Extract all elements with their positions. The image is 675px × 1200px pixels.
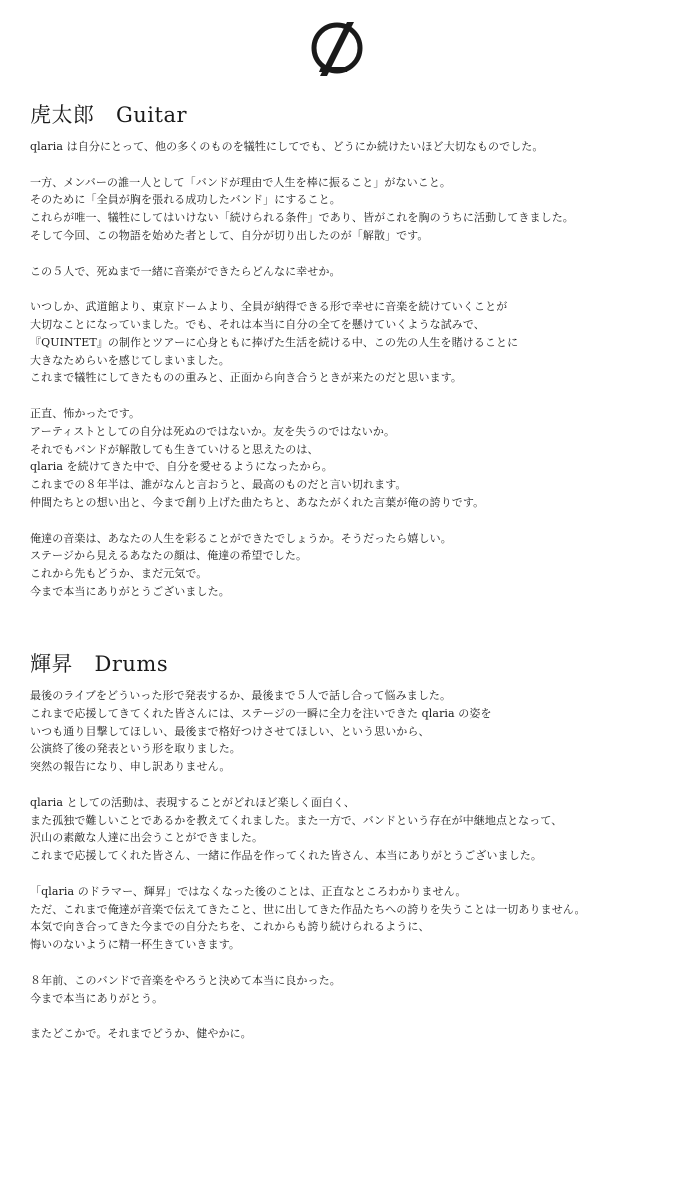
message-paragraph [30,883,660,954]
message-line: この５人で、死ぬまで一緒に音楽ができたらどんなに幸せか。 [30,264,341,278]
message-line: 正直、怖かったです。 [30,406,141,420]
message-paragraph [30,530,660,601]
drums-message-body [30,687,660,1043]
message-line: ８年前、このバンドで音楽をやろうと決めて本当に良かった。 [30,973,341,987]
message-paragraph [30,174,660,245]
message-line: これから先もどうか、まだ元気で。 [30,567,208,581]
message-line: また孤独で難しいことであるかを教えてくれました。また一方で、バンドという存在が中継地点となって、 [30,813,563,827]
message-line: いつしか、武道館より、東京ドームより、全員が納得できる形で幸せに音楽を続けていくことが [30,300,508,314]
message-line: qlaria としての活動は、表現することがどれほど楽しく面白く、 [30,795,356,809]
message-paragraph [30,138,660,156]
message-line: 公演終了後の発表という形を取りました。 [30,742,241,756]
message-line: qlaria を続けてきた中で、自分を愛せるようになったから。 [30,460,333,474]
message-line: これまでの８年半は、誰がなんと言おうと、最高のものだと言い切れます。 [30,478,407,492]
message-paragraph [30,263,660,281]
drums-message-section [30,651,660,1043]
message-line: 本気で向き合ってきた今までの自分たちを、これからも誇り続けられるように、 [30,920,430,934]
message-line: これらが唯一、犠牲にしてはいけない「続けられる条件」であり、皆がこれを胸のうちに活動してきました。 [30,211,574,225]
message-line: それでもバンドが解散しても生きていけると思えたのは、 [30,442,319,456]
message-line: これまで応援してきてくれた皆さんには、ステージの一瞬に全力を注いできた qlaria の姿を [30,706,492,720]
qlaria-logo-icon [309,20,365,78]
message-line: qlaria は自分にとって、他の多くのものを犠牲にしてでも、どうにか続けたいほど大切なものでした。 [30,140,544,153]
message-paragraph [30,1025,660,1043]
message-line: 仲間たちとの想い出と、今まで創り上げた曲たちと、あなたがくれた言葉が俺の誇りです。 [30,495,485,509]
message-line: 大切なことになっていました。でも、それは本当に自分の全てを懸けていくような試みで、 [30,317,485,331]
message-line: アーティストとしての自分は死ぬのではないか。友を失うのではないか。 [30,424,396,438]
message-line: 最後のライブをどういった形で発表するか、最後まで５人で話し合って悩みました。 [30,689,452,702]
message-line: ステージから見えるあなたの顔は、俺達の希望でした。 [30,549,308,563]
message-line: 『QUINTET』の制作とツアーに心身ともに捧げた生活を続ける中、この先の人生を賭けることに [30,335,519,349]
message-line: そして今回、この物語を始めた者として、自分が切り出したのが「解散」です。 [30,228,429,242]
message-line: 悔いのないように精一杯生きていきます。 [30,938,241,952]
message-line: いつも通り目撃してほしい、最後まで格好つけさせてほしい、という思いから、 [30,724,430,738]
guitar-message-section [30,102,660,601]
message-line: ただ、これまで俺達が音楽で伝えてきたこと、世に出してきた作品たちへの誇りを失うことは一切ありません。 [30,902,586,916]
message-line: またどこかで。それまでどうか、健やかに。 [30,1027,252,1041]
section-heading-guitar: 虎太郎 Guitar [30,103,188,127]
message-paragraph [30,794,660,865]
message-paragraph [30,687,660,776]
message-paragraph [30,405,660,512]
message-line: 俺達の音楽は、あなたの人生を彩ることができたでしょうか。そうだったら嬉しい。 [30,531,452,545]
section-heading-drums: 輝昇 Drums [30,652,169,676]
message-line: これまで犠牲にしてきたものの重みと、正面から向き合うときが来たのだと思います。 [30,371,463,385]
message-line: 一方、メンバーの誰一人として「バンドが理由で人生を棒に振ること」がないこと。 [30,175,452,189]
message-line: 突然の報告になり、申し訳ありません。 [30,760,231,774]
guitar-message-body [30,138,660,601]
message-line: 沢山の素敵な人達に出会うことができました。 [30,831,264,845]
message-line: 今まで本当にありがとう。 [30,991,164,1005]
message-line: そのために「全員が胸を張れる成功したバンド」にすること。 [30,193,341,207]
message-line: これまで応援してくれた皆さん、一緒に作品を作ってくれた皆さん、本当にありがとうございました。 [30,849,542,863]
message-paragraph [30,298,660,387]
message-line: 大きなためらいを感じてしまいました。 [30,353,230,367]
message-line: 「qlaria のドラマー、輝昇」ではなくなった後のことは、正直なところわかりません。 [30,884,467,898]
message-line: 今まで本当にありがとうございました。 [30,584,230,598]
message-paragraph [30,972,660,1008]
